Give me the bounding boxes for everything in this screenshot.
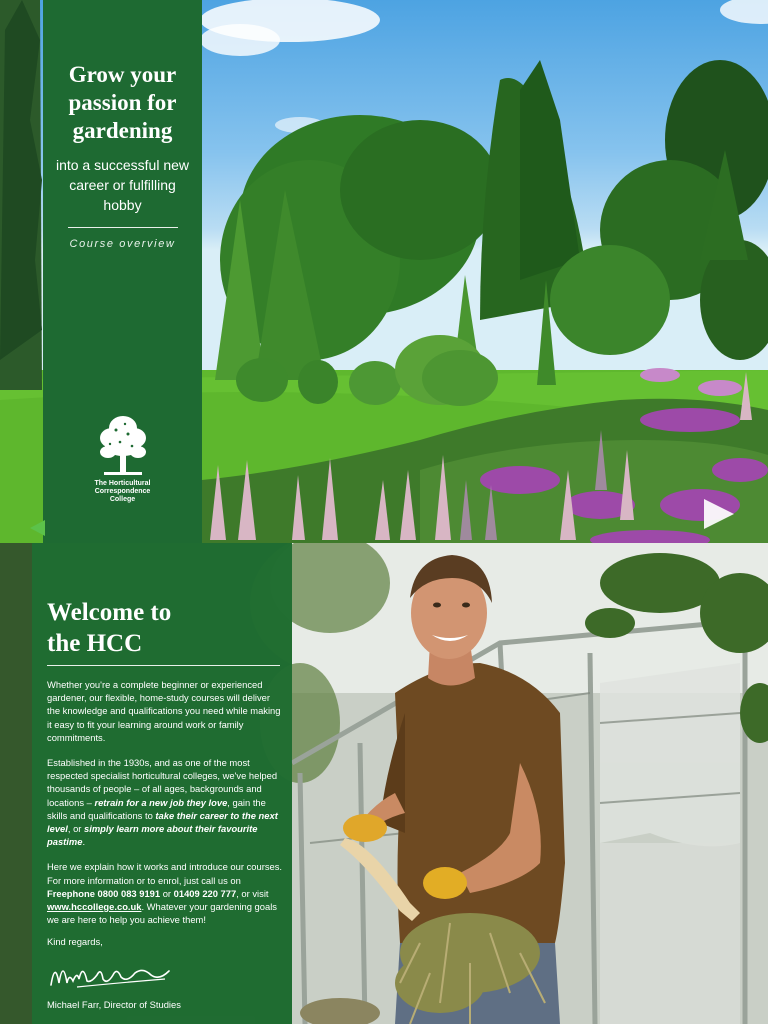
signature-caption: Michael Farr, Director of Studies [47, 999, 181, 1011]
history-text-a: Established in the 1930s, and as one of the most respected specialist horticultural colleges, we've helped thousands of people – of all ages, backgrounds and locations – [47, 757, 278, 808]
history-emph-1: retrain for a new job they love [94, 796, 228, 808]
welcome-title-line-1: Welcome to [47, 599, 172, 626]
prev-arrow-icon[interactable] [30, 520, 45, 536]
contact-text-b: or [160, 887, 174, 899]
next-arrow-icon[interactable] [704, 499, 734, 529]
logo-wordmark [43, 480, 202, 504]
website-link[interactable]: www.hccollege.co.uk [47, 901, 142, 913]
contact-text-c: , or visit [236, 887, 269, 899]
freephone-number[interactable]: Freephone 0800 083 9191 [47, 887, 161, 899]
contact-paragraph [47, 860, 282, 926]
welcome-title [47, 597, 282, 659]
signature-icon [47, 953, 177, 993]
logo-line-2: Correspondence [94, 488, 151, 495]
history-text-d: . [82, 836, 86, 848]
contact-text-a: Here we explain how it works and introduce our courses. For more information or to enrol, just call us on [47, 861, 283, 886]
welcome-divider [47, 665, 280, 666]
logo-line-1: The Horticultural [94, 480, 151, 487]
intro-paragraph: Whether you're a complete beginner or experienced gardener, our flexible, home-study courses will deliver the knowledge and qualifications you need while making it easy to fit your learning around work or family commitments. [47, 679, 281, 743]
history-paragraph [47, 756, 282, 848]
phone-number[interactable]: 01409 220 777 [173, 887, 237, 899]
hero-text-panel [43, 0, 202, 543]
history-emph-2: take their career to the next level [47, 809, 278, 835]
welcome-text-panel [32, 543, 292, 1024]
logo-line-3: College [109, 496, 136, 503]
hero-subtitle: into a successful new career or fulfilling hobby [55, 157, 190, 213]
course-overview-label: Course overview [69, 238, 176, 250]
welcome-title-line-2: the HCC [47, 630, 143, 657]
history-emph-3: simply learn more about their favourite pastime [47, 823, 258, 848]
hero-divider [68, 227, 178, 228]
history-text-b: , gain the skills and qualifications to [47, 796, 266, 821]
welcome-section [0, 543, 768, 1024]
kind-regards: Kind regards, [47, 936, 103, 948]
tree-logo-icon [98, 412, 148, 478]
hero-title: Grow your passion for gardening [68, 62, 177, 143]
college-logo [43, 412, 202, 504]
history-text-c: , or [67, 823, 85, 835]
contact-text-d: . Whatever your gardening goals we are here to help you achieve them! [47, 901, 277, 926]
